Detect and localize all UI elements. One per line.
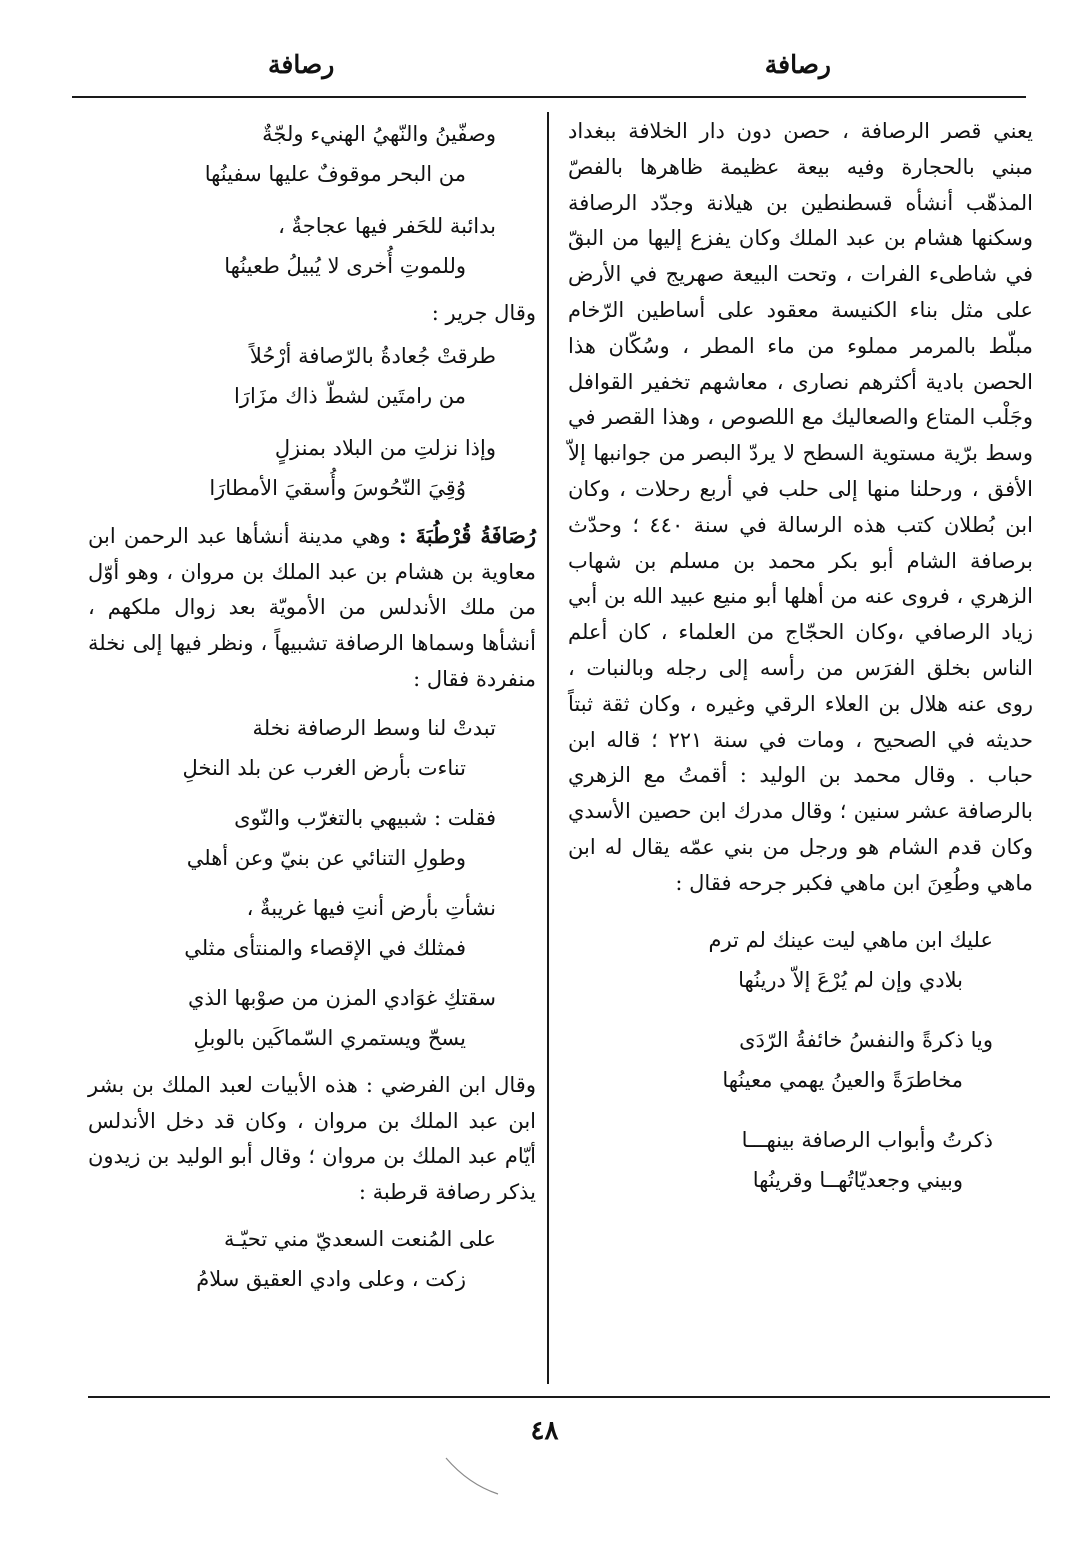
column-divider <box>547 112 549 1384</box>
poem-ibn-mahi <box>568 920 1033 1200</box>
page-number: ٤٨ <box>530 1416 559 1446</box>
right-column-text <box>568 114 1033 902</box>
jarir-intro: وقال جرير : <box>431 301 536 325</box>
header-rule <box>72 96 1026 98</box>
entry-text: وهي مدينة أنشأها عبد الرحمن ابن معاوية بن هشام بن عبد الملك بن مروان ، وهو أوّل من ملك الأندلس من الأمويّة بعد زوال ملكهم ، أنشأها وسماها الرصافة تشبيهاً ، ونظر فيها إلى نخلة منفردة فقال : <box>88 523 536 691</box>
verse-line: نشأتِ بأرض أنتِ فيها غريبةٌ ، <box>246 895 496 920</box>
header-right-title: رصافة <box>764 50 831 79</box>
entry-rusafat-qurtuba <box>88 518 536 698</box>
poem-jarir <box>88 336 536 508</box>
left-column <box>88 114 536 1299</box>
running-header <box>0 0 1089 96</box>
verse-line: وبيني وجعديّاتُهــا وقرينُها <box>752 1167 963 1192</box>
header-left-title: رصافة <box>268 50 335 79</box>
verse-line: تناءت بأرض الغرب عن بلد النخلِ <box>182 755 466 780</box>
verse-line: وللموتِ أُخرى لا يُبيلُ طعينُها <box>224 254 466 278</box>
paragraph-ibn-faradi: وقال ابن الفرضي : هذه الأبيات لعبد الملك بن بشر ابن عبد الملك بن مروان ، وكان قد دخل الأندلس أيّام عبد الملك بن مروان ؛ وقال أبو الوليد بن زيدون يذكر رصافة قرطبة : <box>88 1072 536 1205</box>
verse-line: يسحّ ويستمري السّماكَين بالوبلِ <box>193 1025 466 1050</box>
verse-line: وطولِ التنائي عن بنيّ وعن أهلي <box>186 845 466 870</box>
verse-line: ذكرتُ وأبواب الرصافة بينهـــا <box>741 1127 993 1152</box>
entry-headword: رُصَافَةُ قُرْطُبَةَ : <box>398 522 536 548</box>
verse-line: تبدتْ لنا وسط الرصافة نخلة <box>252 715 496 740</box>
verse-line: من رامتَين لشطّ ذاك مزَارَا <box>233 383 466 408</box>
verse-line: على المُنعت السعديّ مني تحيّـة <box>224 1226 496 1251</box>
poem-palm-tree <box>88 708 536 1058</box>
verse-line: سقتكِ غوَادي المزن من صوْبها الذي <box>188 985 496 1010</box>
verse-line: ويا ذكرةً والنفسُ خائفةُ الرّدَى <box>739 1027 993 1052</box>
verse-line: وإذا نزلتِ من البلاد بمنزلٍ <box>274 435 496 460</box>
verse-line: عليك ابن ماهي ليت عينك لم ترم <box>708 927 993 952</box>
verse-line: وصفّينُ والنّهيُ الهنيء ولجّةٌ <box>262 122 496 146</box>
right-column <box>568 114 1033 1200</box>
footer-rule <box>88 1396 1050 1398</box>
verse-line: طرقتْ جُعادةُ بالرّصافة أرْحُلاً <box>249 343 496 368</box>
verse-line: فقلت : شبيهي بالتغرّب والنّوى <box>234 805 496 830</box>
paragraph-rusafa-palace: يعني قصر الرصافة ، حصن دون دار الخلافة ببغداد مبني بالحجارة وفيه بيعة عظيمة ظاهرها بالفصّ المذهّب أنشأه قسطنطين بن هيلانة وجدّد الرصافة وسكنها هشام بن عبد الملك وكان يفزع إليها من البقّ في شاطىء الفرات ، وتحت البيعة صهريج في الأرض على مثل بناء الكنيسة معقود على أساطين الرّخام مبلّط بالمرمر مملوء من ماء المطر ، وسُكّان هذا الحصن بادية أكثرهم نصارى ، معاشهم تخفير القوافل وجَلْب المتاع والصعاليك مع اللصوص ، وهذا القصر في وسط برّية مستوية السطح لا يردّ البصر من جوانبها إلاّ الأفق ، ورحلنا منها إلى حلب في أربع رحلات ، وكان ابن بُطلان كتب هذه الرسالة في سنة ٤٤٠ ؛ وحدّث برصافة الشام أبو بكر محمد بن مسلم بن شهاب الزهري ، فروى عنه من أهلها أبو منيع عبيد الله بن أبي زياد الرصافي ،وكان الحجّاج من العلماء ، كان أعلم الناس بخلق الفرَس من رأسه إلى رجله وبالنبات ، روى عنه هلال بن العلاء الرقي وغيره ، وكان ثقة ثبتاً حديثه في الصحيح ، ومات في سنة ٢٢١ ؛ قاله ابن حباب . وقال محمد بن الوليد : أقمتُ مع الزهري بالرصافة عشر سنين ؛ وقال مدرك ابن حصين الأسدي وكان قدم الشام هو ورجل من بني عمّه يقال له ابن ماهي وطُعِنَ ابن ماهي فكبر جرحه فقال : <box>568 119 1033 895</box>
poem-ibn-zaydun <box>88 1219 536 1299</box>
verse-line: بلادي وإن لم يُرْعَ إلاّ درينُها <box>738 967 963 992</box>
poem-continuation <box>88 114 536 286</box>
verse-line: مخاطرَةً والعينُ يهمي معينُها <box>722 1067 963 1092</box>
verse-line: فمثلك في الإقصاء والمنتأى مثلي <box>184 935 466 960</box>
stray-pen-mark <box>440 1450 510 1500</box>
verse-line: من البحر موقوفٌ عليها سفينُها <box>204 162 466 186</box>
verse-line: وُقِيَ النّحُوسَ وأُسقيَ الأمطارَا <box>209 475 466 500</box>
verse-line: زكت ، وعلى وادي العقيق سلامُ <box>196 1266 466 1291</box>
verse-line: بدائبة للحَفر فيها عجاجةٌ ، <box>278 214 496 238</box>
